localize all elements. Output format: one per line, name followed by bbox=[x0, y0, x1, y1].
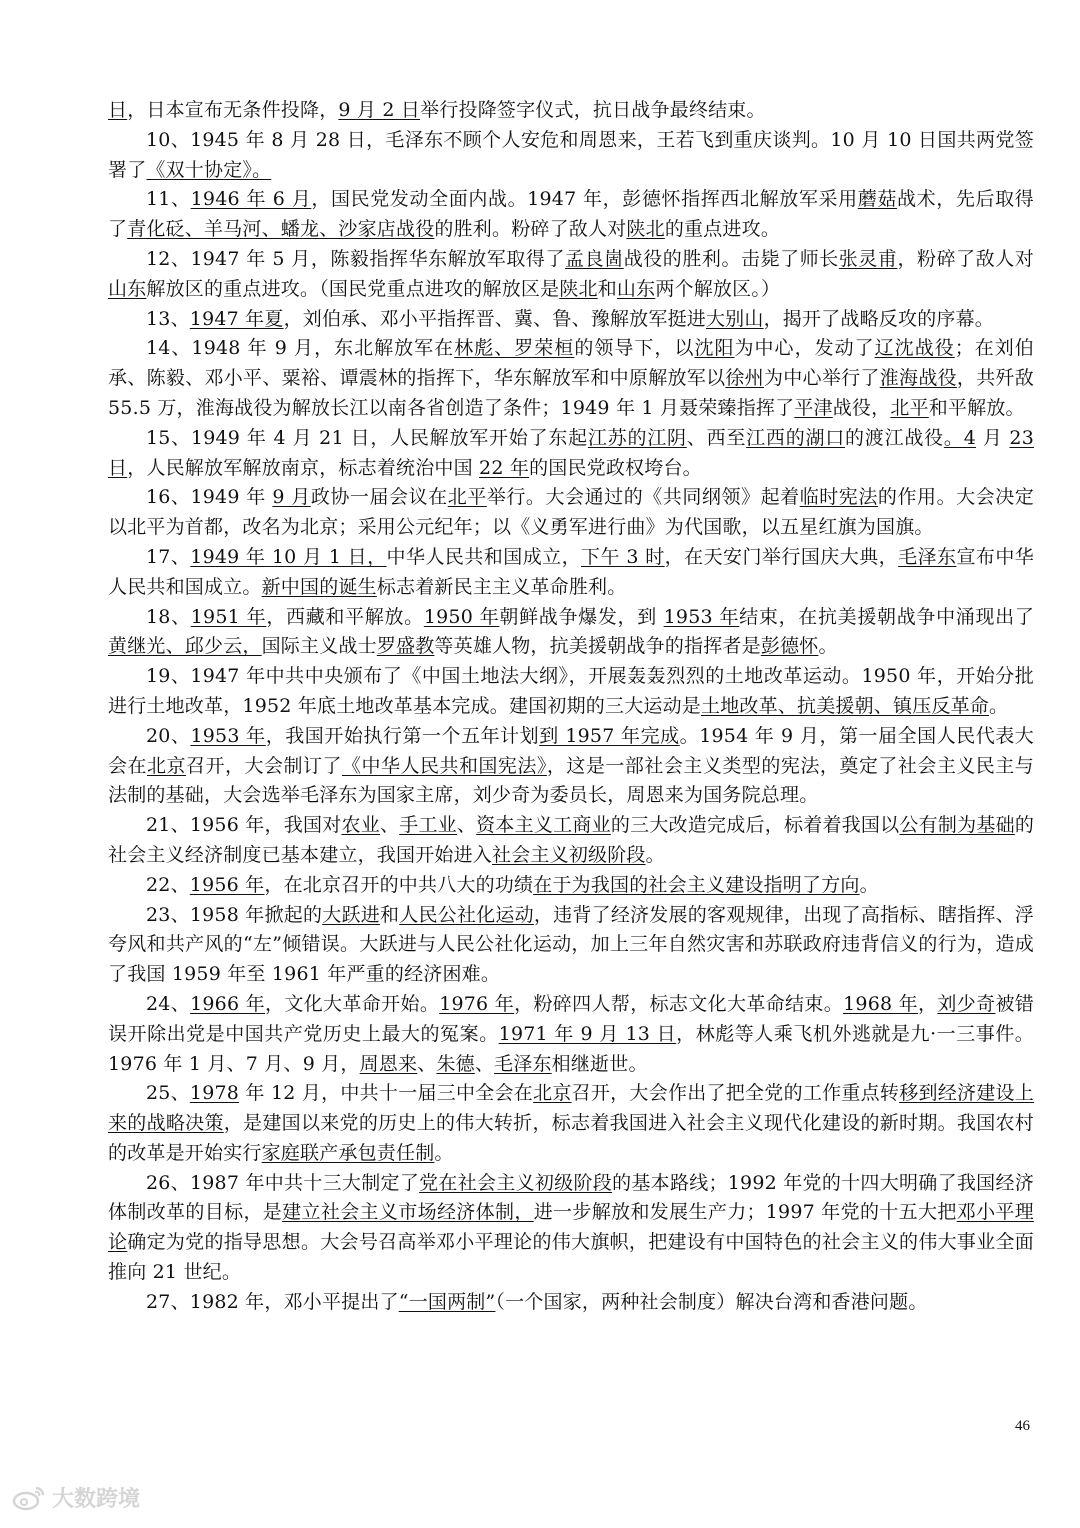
paragraph bbox=[108, 990, 1034, 1079]
underlined-text: 1950 年 bbox=[423, 605, 500, 628]
underlined-text: 孟良崮 bbox=[565, 247, 624, 270]
text-segment: 的作用。大会决定以北平为首都，改名为北京；采用公元纪年；以《义勇军进行曲》为代国歌，以五星红旗为国旗。 bbox=[108, 486, 1034, 539]
paragraph bbox=[108, 185, 1034, 245]
underlined-text: 毛泽东 bbox=[898, 545, 957, 568]
underlined-text: 下午 3 时 bbox=[581, 545, 665, 568]
text-segment: 举行投降签字仪式，抗日战争最终结束。 bbox=[420, 99, 766, 121]
underlined-text: 罗盛教 bbox=[376, 635, 435, 658]
text-segment: 的渡江战役 bbox=[845, 426, 944, 449]
page-number: 46 bbox=[1015, 1418, 1030, 1434]
underlined-text: 1978 bbox=[189, 1082, 240, 1105]
underlined-text: 在于为我国的社会主义建设指明了方向 bbox=[533, 873, 860, 896]
text-segment: 宣布中华人民共和国成立。 bbox=[108, 545, 1034, 598]
underlined-text: 1956 年 bbox=[189, 873, 265, 896]
text-segment: 23、1958 年掀起的 bbox=[146, 903, 323, 926]
underlined-text: 北京 bbox=[147, 754, 186, 777]
underlined-text: 江西的湖口 bbox=[746, 426, 846, 449]
text-segment: 解放区的重点进攻。（国民党重点进攻的解放区是 bbox=[146, 277, 560, 300]
text-segment: ，在天安门举行国庆大典， bbox=[664, 545, 899, 568]
underlined-text: 党在社会主义初级阶段 bbox=[419, 1171, 613, 1194]
underlined-text: 张灵甫 bbox=[838, 247, 898, 270]
text-segment: 、西至 bbox=[686, 426, 747, 449]
text-segment: 26、1987 年中共十三大制定了 bbox=[146, 1171, 420, 1194]
text-segment: 的基本路线；1992 年党的十四大明确了我国经济体制改革的目标，是 bbox=[108, 1171, 1034, 1224]
weibo-logo-icon bbox=[12, 1484, 46, 1512]
underlined-text: 1951 年 bbox=[190, 605, 267, 628]
text-segment: ，共歼敌 55.5 万，淮海战役为解放长江以南各省创造了条件；1949 年 1 月聂荣臻指挥了 bbox=[108, 367, 1034, 419]
text-segment: 15、1949 年 4 月 21 日，人民解放军开始了东起 bbox=[146, 426, 588, 449]
text-segment: 进一步解放和发展生产力；1997 年党的十五大把 bbox=[533, 1201, 957, 1224]
text-segment: 14、1948 年 9 月，东北解放军在 bbox=[146, 337, 455, 360]
text-segment: ，刘伯承、邓小平指挥晋、冀、鲁、豫解放军挺进 bbox=[283, 307, 706, 330]
text-segment: 年 12 月，中共十一届三中全会在 bbox=[239, 1082, 534, 1105]
underlined-text: 1946 年 6 月 bbox=[190, 188, 312, 211]
underlined-text: 。4 bbox=[943, 426, 976, 449]
text-segment: 12、1947 年 5 月，陈毅指挥华东解放军取得了 bbox=[146, 247, 566, 270]
text-segment: 的国民党政权垮台。 bbox=[529, 456, 702, 479]
underlined-text: 蘑菇 bbox=[857, 188, 898, 211]
paragraph bbox=[108, 96, 1034, 126]
text-segment: ，违背了经济发展的客观规律，出现了高指标、瞎指挥、浮夸风和共产风的“左”倾错误。大跃进与人民公社化运动，加上三年自然灾害和苏联政府违背信义的行为，造成了我国 1959 年至 1961 年严重的经济困难。 bbox=[108, 903, 1035, 986]
text-segment: 两个解放区。） bbox=[655, 277, 781, 300]
text-segment: 。 bbox=[989, 694, 1009, 717]
text-segment: 相继逝世。 bbox=[551, 1052, 648, 1075]
underlined-text: 徐州 bbox=[725, 367, 764, 390]
underlined-text: 到 1957 年完成 bbox=[539, 724, 680, 747]
underlined-text: 农业 bbox=[341, 814, 380, 837]
watermark-text: 大数跨境 bbox=[52, 1487, 141, 1512]
underlined-text: 1953 年 bbox=[190, 724, 266, 747]
underlined-text: 陕北 bbox=[626, 218, 665, 241]
text-segment: 国际主义战士 bbox=[261, 635, 377, 658]
underlined-text: “一国两制” bbox=[398, 1290, 496, 1313]
underlined-text: 1949 年 10 月 1 日， bbox=[190, 545, 387, 568]
text-segment: 17、 bbox=[146, 545, 191, 568]
text-segment: 政协一届会议在 bbox=[310, 486, 448, 509]
text-segment: ，人民解放军解放南京，标志着统治中国 bbox=[127, 456, 480, 479]
underlined-text: 平津 bbox=[794, 396, 833, 419]
underlined-text: 1966 年 bbox=[190, 992, 265, 1015]
underlined-text: 建立社会主义市场经济体制， bbox=[282, 1201, 534, 1224]
underlined-text: 北平 bbox=[890, 396, 929, 419]
text-segment: 的重点进攻。 bbox=[664, 218, 781, 241]
underlined-text: 黄继光、邱少云， bbox=[108, 635, 262, 658]
underlined-text: 1968 年 bbox=[843, 992, 919, 1015]
paragraph bbox=[108, 901, 1034, 990]
paragraph bbox=[108, 483, 1034, 543]
text-segment: 结束，在抗美援朝战争中涌现出了 bbox=[739, 605, 1035, 628]
underlined-text: 朱德 bbox=[436, 1052, 475, 1075]
text-segment: 13、 bbox=[146, 307, 190, 330]
underlined-text: 沈阳 bbox=[694, 337, 735, 360]
text-segment: 27、1982 年，邓小平提出了 bbox=[146, 1290, 399, 1313]
text-segment: ，国民党发动全面内战。1947 年，彭德怀指挥西北解放军采用 bbox=[311, 188, 858, 211]
text-segment: 18、 bbox=[146, 605, 191, 628]
paragraph bbox=[108, 305, 1034, 335]
text-segment: 的社会主义经济制度已基本建立，我国开始进入 bbox=[108, 814, 1035, 866]
text-segment: ，文化大革命开始。 bbox=[265, 992, 440, 1015]
text-segment: ， bbox=[918, 992, 938, 1015]
text-segment: 的领导下，以 bbox=[574, 337, 695, 360]
text-segment: ，是建国以来党的历史上的伟大转折，标志着我国进入社会主义现代化建设的新时期。我国农村的改革是开始实行 bbox=[108, 1112, 1034, 1164]
underlined-text: 1947 年夏 bbox=[189, 307, 284, 330]
text-segment: 等英雄人物，抗美援朝战争的指挥者是 bbox=[434, 635, 761, 658]
text-segment: 和 bbox=[597, 277, 617, 300]
text-segment: 和平解放。 bbox=[928, 396, 1025, 419]
text-segment: 的三大改造完成后，标着着我国以 bbox=[610, 814, 900, 837]
underlined-text: 移到经济建设上来的战略决策 bbox=[108, 1082, 1034, 1135]
underlined-text: 新中国的诞生 bbox=[261, 575, 377, 598]
paragraph bbox=[108, 871, 1034, 901]
underlined-text: 周恩来 bbox=[359, 1052, 418, 1075]
text-segment: （一个国家，两种社会制度）解决台湾和香港问题。 bbox=[495, 1290, 928, 1313]
text-segment: ，西藏和平解放。 bbox=[266, 605, 424, 628]
text-segment: 标志着新民主主义革命胜利。 bbox=[376, 575, 627, 598]
underlined-text: 资本主义工商业 bbox=[476, 814, 611, 837]
underlined-text: 人民公社化运动 bbox=[399, 903, 534, 926]
text-segment: 21、1956 年，我国对 bbox=[146, 814, 342, 837]
underlined-text: 毛泽东 bbox=[494, 1052, 552, 1075]
underlined-text: 23 日 bbox=[108, 426, 1034, 479]
underlined-text: 青化砭、羊马河、蟠龙、沙家店战役 bbox=[127, 218, 435, 241]
underlined-text: 《中华人民共和国宪法》 bbox=[341, 754, 547, 777]
text-segment: ，粉碎四人帮，标志文化大革命结束。 bbox=[514, 992, 844, 1015]
underlined-text: 邓小平理论 bbox=[108, 1201, 1034, 1254]
underlined-text: 大跃进 bbox=[322, 903, 380, 926]
text-segment: 。 bbox=[859, 873, 879, 896]
text-segment: 。 bbox=[818, 635, 838, 658]
text-segment: 确定为党的指导思想。大会号召高举邓小平理论的伟大旗帜，把建设有中国特色的社会主义的伟大事业全面推向 21 世纪。 bbox=[108, 1231, 1034, 1284]
paragraph bbox=[108, 1079, 1034, 1168]
text-segment: 中华人民共和国成立， bbox=[386, 545, 582, 568]
text-segment: ，林彪等人乘飞机外逃就是九·一三事件。1976 年 1 月、7 月、9 月， bbox=[108, 1022, 1034, 1075]
text-segment: ，这是一部社会主义类型的宪法，奠定了社会主义民主与法制的基础，大会选举毛泽东为国家主席，刘少奇为委员长，周恩来为国务院总理。 bbox=[108, 754, 1035, 807]
text-segment: 。1954 年 9 月，第一届全国人民代表大会在 bbox=[108, 724, 1034, 777]
text-segment: 20、 bbox=[146, 724, 191, 747]
text-segment: 22、 bbox=[146, 873, 190, 896]
text-segment: 月 bbox=[976, 426, 1010, 449]
text-segment: 、 bbox=[474, 1052, 495, 1075]
underlined-text: 陕北 bbox=[559, 277, 598, 300]
text-segment: 10、1945 年 8 月 28 日，毛泽东不顾个人安危和周恩来，王若飞到重庆谈判。10 月 10 日国共两党签署了 bbox=[108, 128, 1034, 181]
text-segment: 战术，先后取得了 bbox=[108, 188, 1034, 241]
text-segment: 为中心，发动了 bbox=[734, 337, 875, 360]
paragraph bbox=[108, 1288, 1034, 1318]
underlined-text: 淮海战役 bbox=[879, 367, 957, 390]
text-segment: 24、 bbox=[146, 992, 191, 1015]
document-body bbox=[108, 96, 1034, 1318]
text-segment: 举行。大会通过的《共同纲领》起着 bbox=[486, 486, 800, 509]
underlined-text: 22 年 bbox=[479, 456, 530, 479]
underlined-text: 大别山 bbox=[705, 307, 764, 330]
underlined-text: 1953 年 bbox=[663, 605, 740, 628]
watermark bbox=[12, 1482, 140, 1513]
text-segment: ，在北京召开的中共八大的功绩 bbox=[264, 873, 534, 896]
text-segment: 的胜利。粉碎了敌人对 bbox=[434, 218, 627, 241]
underlined-text: 9 月 2 日 bbox=[338, 99, 421, 121]
text-segment: 。 bbox=[645, 843, 665, 866]
paragraph bbox=[108, 126, 1034, 186]
text-segment: 战役的胜利。击毙了师长 bbox=[623, 247, 839, 270]
paragraph bbox=[108, 245, 1034, 305]
underlined-text: 土地改革、抗美援朝、镇压反革命 bbox=[701, 694, 990, 717]
text-segment: ，日本宣布无条件投降， bbox=[127, 99, 339, 121]
underlined-text: 林彪、罗荣桓 bbox=[454, 337, 575, 360]
underlined-text: 1971 年 9 月 13 日 bbox=[498, 1022, 677, 1045]
text-segment: ，揭开了战略反攻的序幕。 bbox=[763, 307, 994, 330]
text-segment: 战役， bbox=[832, 396, 891, 419]
text-segment: ，我国开始执行第一个五年计划 bbox=[265, 724, 540, 747]
text-segment: 、 bbox=[456, 814, 477, 837]
paragraph bbox=[108, 424, 1034, 484]
underlined-text: 山东 bbox=[108, 277, 147, 300]
text-segment: 为中心举行了 bbox=[763, 367, 880, 390]
paragraph bbox=[108, 722, 1034, 811]
underlined-text: 9 月 bbox=[272, 486, 311, 509]
text-segment: 、 bbox=[417, 1052, 437, 1075]
paragraph bbox=[108, 334, 1034, 423]
underlined-text: 家庭联产承包责任制 bbox=[261, 1141, 435, 1164]
text-segment: 11、 bbox=[146, 188, 191, 211]
underlined-text: 临时宪法 bbox=[799, 486, 878, 509]
underlined-text: 彭德怀 bbox=[760, 635, 819, 658]
paragraph bbox=[108, 811, 1034, 871]
text-segment: 。 bbox=[434, 1141, 454, 1164]
underlined-text: 山东 bbox=[616, 277, 656, 300]
underlined-text: 北京 bbox=[533, 1082, 572, 1105]
underlined-text: 《双十协定》。 bbox=[146, 158, 272, 181]
underlined-text: 公有制为基础 bbox=[899, 814, 1015, 837]
text-segment: 16、1949 年 bbox=[146, 486, 273, 509]
text-segment: 朝鲜战争爆发，到 bbox=[499, 605, 664, 628]
underlined-text: 北平 bbox=[447, 486, 487, 509]
text-segment: ；在刘伯承、陈毅、邓小平、粟裕、谭震林的指挥下，华东解放军和中原解放军以 bbox=[108, 337, 1034, 390]
text-segment: 被错误开除出党是中国共产党历史上最大的冤案。 bbox=[108, 992, 1035, 1045]
paragraph bbox=[108, 662, 1034, 722]
paragraph bbox=[108, 543, 1034, 603]
text-segment: 和 bbox=[379, 903, 400, 926]
underlined-text: 社会主义初级阶段 bbox=[492, 843, 646, 866]
underlined-text: 辽沈战役 bbox=[874, 337, 955, 360]
text-segment: 、 bbox=[379, 814, 400, 837]
underlined-text: 1976 年 bbox=[439, 992, 515, 1015]
text-segment: 召开，大会制订了 bbox=[186, 754, 342, 777]
text-segment: ，粉碎了敌人对 bbox=[897, 247, 1034, 270]
underlined-text: 江苏的江阴 bbox=[587, 426, 687, 449]
paragraph bbox=[108, 603, 1034, 663]
underlined-text: 刘少奇 bbox=[937, 992, 996, 1015]
paragraph bbox=[108, 1169, 1034, 1288]
underlined-text: 手工业 bbox=[399, 814, 457, 837]
underlined-text: 日 bbox=[108, 99, 128, 121]
text-segment: 召开，大会作出了把全党的工作重点转 bbox=[571, 1082, 900, 1105]
text-segment: 19、1947 年中共中央颁布了《中国土地法大纲》，开展轰轰烈烈的土地改革运动。1950 年，开始分批进行土地改革，1952 年底土地改革基本完成。建国初期的三大运动是 bbox=[108, 665, 1034, 717]
text-segment: 25、 bbox=[146, 1082, 190, 1105]
